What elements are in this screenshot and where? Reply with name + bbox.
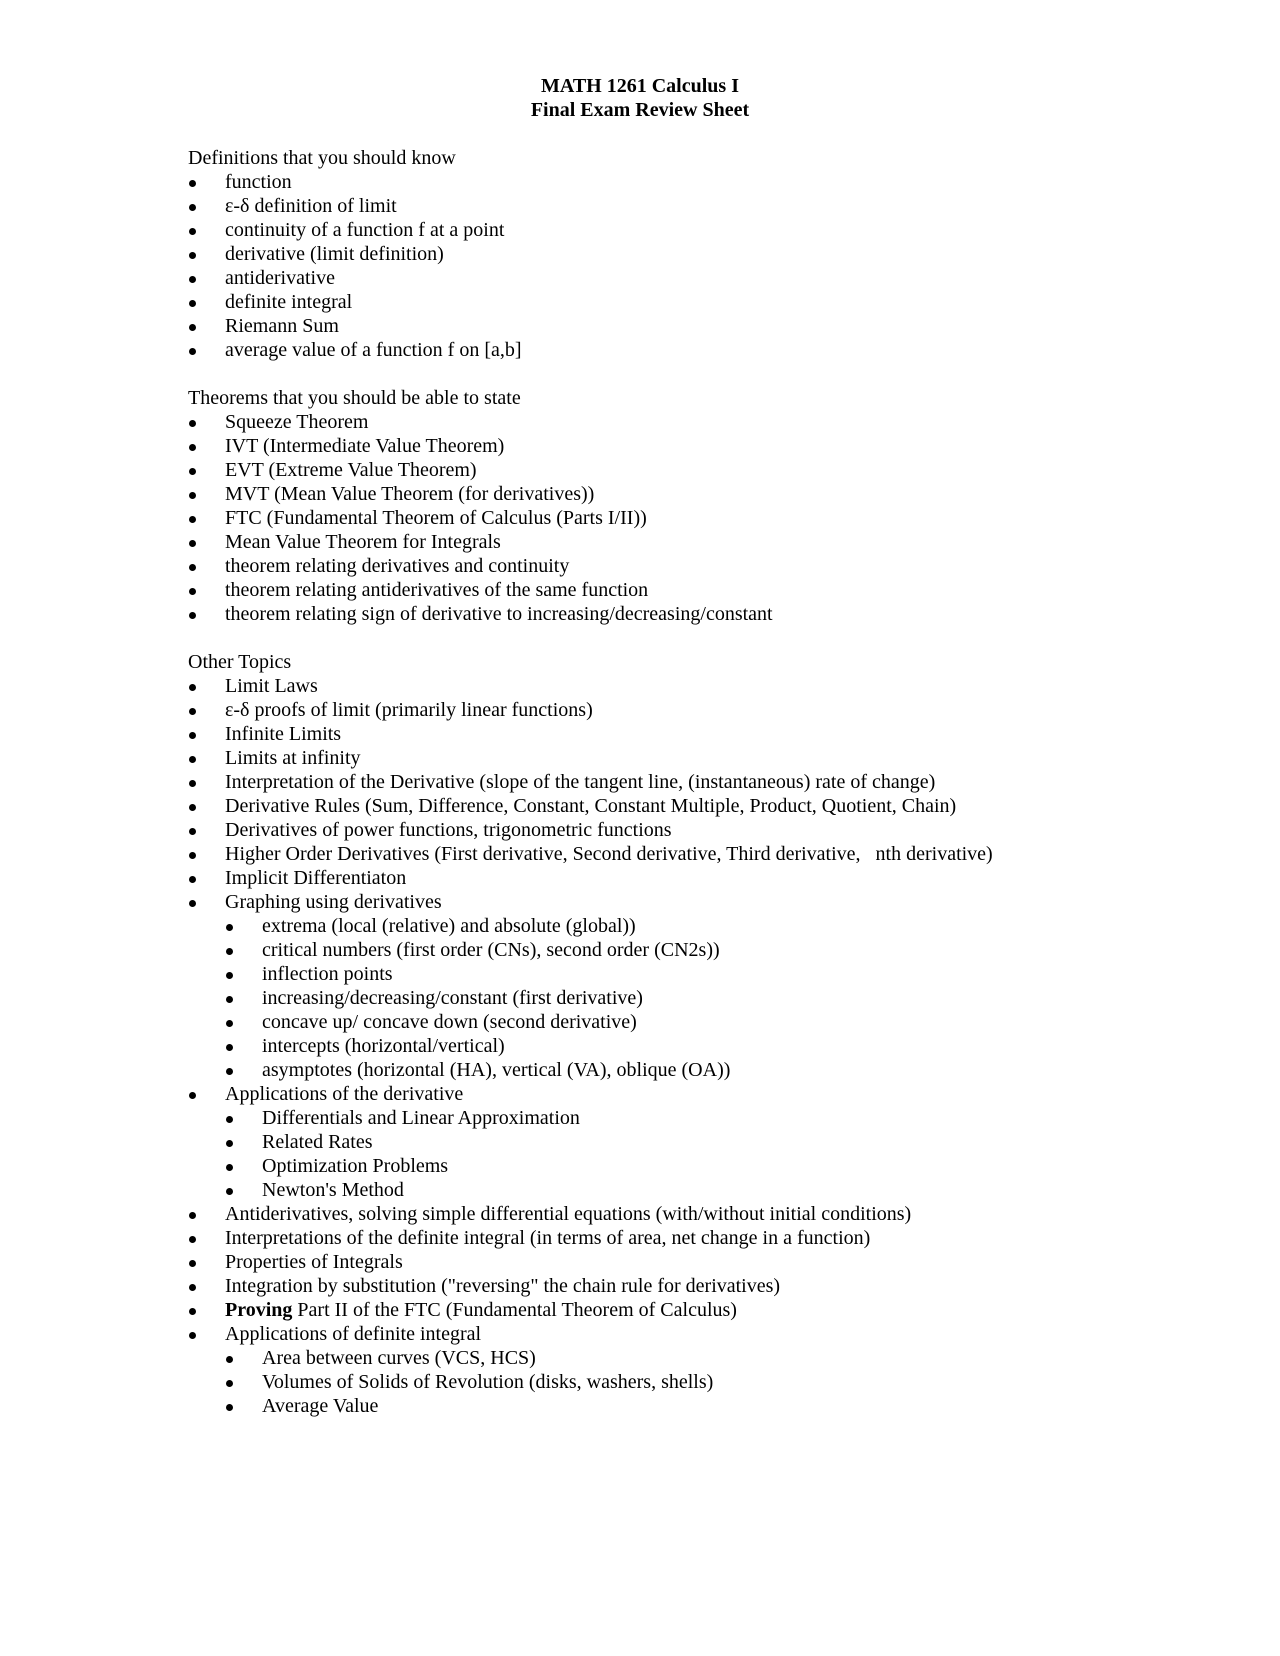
sub-list-item: Optimization Problems — [262, 1155, 449, 1177]
definitions-list — [188, 170, 1188, 362]
list-item: Mean Value Theorem for Integrals — [225, 531, 501, 553]
sub-list-item: concave up/ concave down (second derivative) — [262, 1011, 637, 1033]
sub-list-item: Average Value — [262, 1395, 379, 1417]
list-item: Infinite Limits — [225, 723, 342, 745]
list-item: Derivative Rules (Sum, Difference, Constant, Constant Multiple, Product, Quotient, Chain) — [225, 795, 957, 817]
list-item: Antiderivatives, solving simple differential equations (with/without initial conditions) — [225, 1203, 912, 1225]
list-item: theorem relating derivatives and continuity — [225, 555, 570, 577]
list-item: MVT (Mean Value Theorem (for derivatives)) — [225, 483, 595, 505]
list-item: Squeeze Theorem — [225, 411, 369, 433]
list-item: Properties of Integrals — [225, 1251, 403, 1273]
sub-list-item: inflection points — [262, 963, 393, 985]
list-item: FTC (Fundamental Theorem of Calculus (Parts I/II)) — [225, 507, 647, 529]
list-item: Applications of definite integral Area between curves (VCS, HCS) Volumes of Solids of Revolution (disks, washers, shells) Average Value — [188, 1322, 1188, 1418]
applications-integral-sublist — [225, 1346, 1188, 1418]
proving-emphasis: Proving — [225, 1299, 293, 1321]
list-item: ε-δ definition of limit — [225, 195, 397, 217]
other-topics-list — [188, 674, 1188, 1418]
list-item: Applications of the derivative Differentials and Linear Approximation Related Rates Optimization Problems Newton's Method — [188, 1082, 1188, 1202]
list-item: Graphing using derivatives extrema (local (relative) and absolute (global)) critical numbers (first order (CNs), second order (CN2s)) inflection points increasing/decreasing/constant (first derivative) concave up/ concave down (second derivative) intercepts (horizontal/vertical) asymptotes (horizontal (HA), vertical (VA), oblique (OA)) — [188, 890, 1188, 1082]
list-item: Limit Laws — [225, 675, 318, 697]
graphing-sublist — [225, 914, 1188, 1082]
list-item: theorem relating sign of derivative to increasing/decreasing/constant — [225, 603, 773, 625]
list-item: Implicit Differentiaton — [225, 867, 407, 889]
list-item: antiderivative — [225, 267, 335, 289]
list-item: function — [225, 171, 292, 193]
list-item: Proving Part II of the FTC (Fundamental Theorem of Calculus) — [225, 1299, 737, 1321]
list-item: Integration by substitution ("reversing" the chain rule for derivatives) — [225, 1275, 781, 1297]
list-item: EVT (Extreme Value Theorem) — [225, 459, 477, 481]
sub-list-item: Related Rates — [262, 1131, 373, 1153]
other-topics-section — [188, 650, 1188, 1418]
theorems-list — [188, 410, 1188, 626]
list-item: Interpretations of the definite integral (in terms of area, net change in a function) — [225, 1227, 871, 1249]
sub-list-item: extrema (local (relative) and absolute (global)) — [262, 915, 636, 937]
title-line-1: MATH 1261 Calculus I — [541, 75, 739, 97]
definitions-heading: Definitions that you should know — [188, 147, 456, 169]
list-item: definite integral — [225, 291, 353, 313]
list-item: Riemann Sum — [225, 315, 339, 337]
other-topics-heading: Other Topics — [188, 651, 292, 673]
theorems-heading: Theorems that you should be able to state — [188, 387, 521, 409]
sub-list-item: Differentials and Linear Approximation — [262, 1107, 580, 1129]
definitions-section — [188, 146, 1188, 362]
sub-list-item: Volumes of Solids of Revolution (disks, washers, shells) — [262, 1371, 714, 1393]
sub-list-item: asymptotes (horizontal (HA), vertical (VA), oblique (OA)) — [262, 1059, 731, 1081]
list-item: IVT (Intermediate Value Theorem) — [225, 435, 505, 457]
sub-list-item: critical numbers (first order (CNs), second order (CN2s)) — [262, 939, 720, 961]
list-item: Limits at infinity — [225, 747, 361, 769]
document-page — [188, 74, 1188, 1418]
list-item: derivative (limit definition) — [225, 243, 444, 265]
list-item: Higher Order Derivatives (First derivative, Second derivative, Third derivative, nth derivative) — [225, 843, 993, 865]
sub-list-item: increasing/decreasing/constant (first derivative) — [262, 987, 643, 1009]
list-item: Interpretation of the Derivative (slope of the tangent line, (instantaneous) rate of change) — [225, 771, 936, 793]
sub-list-item: Area between curves (VCS, HCS) — [262, 1347, 536, 1369]
list-item: Derivatives of power functions, trigonometric functions — [225, 819, 672, 841]
theorems-section — [188, 386, 1188, 626]
list-item: average value of a function f on [a,b] — [225, 339, 522, 361]
list-item: continuity of a function f at a point — [225, 219, 505, 241]
list-item: ε-δ proofs of limit (primarily linear functions) — [225, 699, 593, 721]
list-item: theorem relating antiderivatives of the same function — [225, 579, 649, 601]
sub-list-item: intercepts (horizontal/vertical) — [262, 1035, 505, 1057]
title-line-2: Final Exam Review Sheet — [530, 99, 750, 121]
sub-list-item: Newton's Method — [262, 1179, 404, 1201]
applications-derivative-sublist — [225, 1106, 1188, 1202]
